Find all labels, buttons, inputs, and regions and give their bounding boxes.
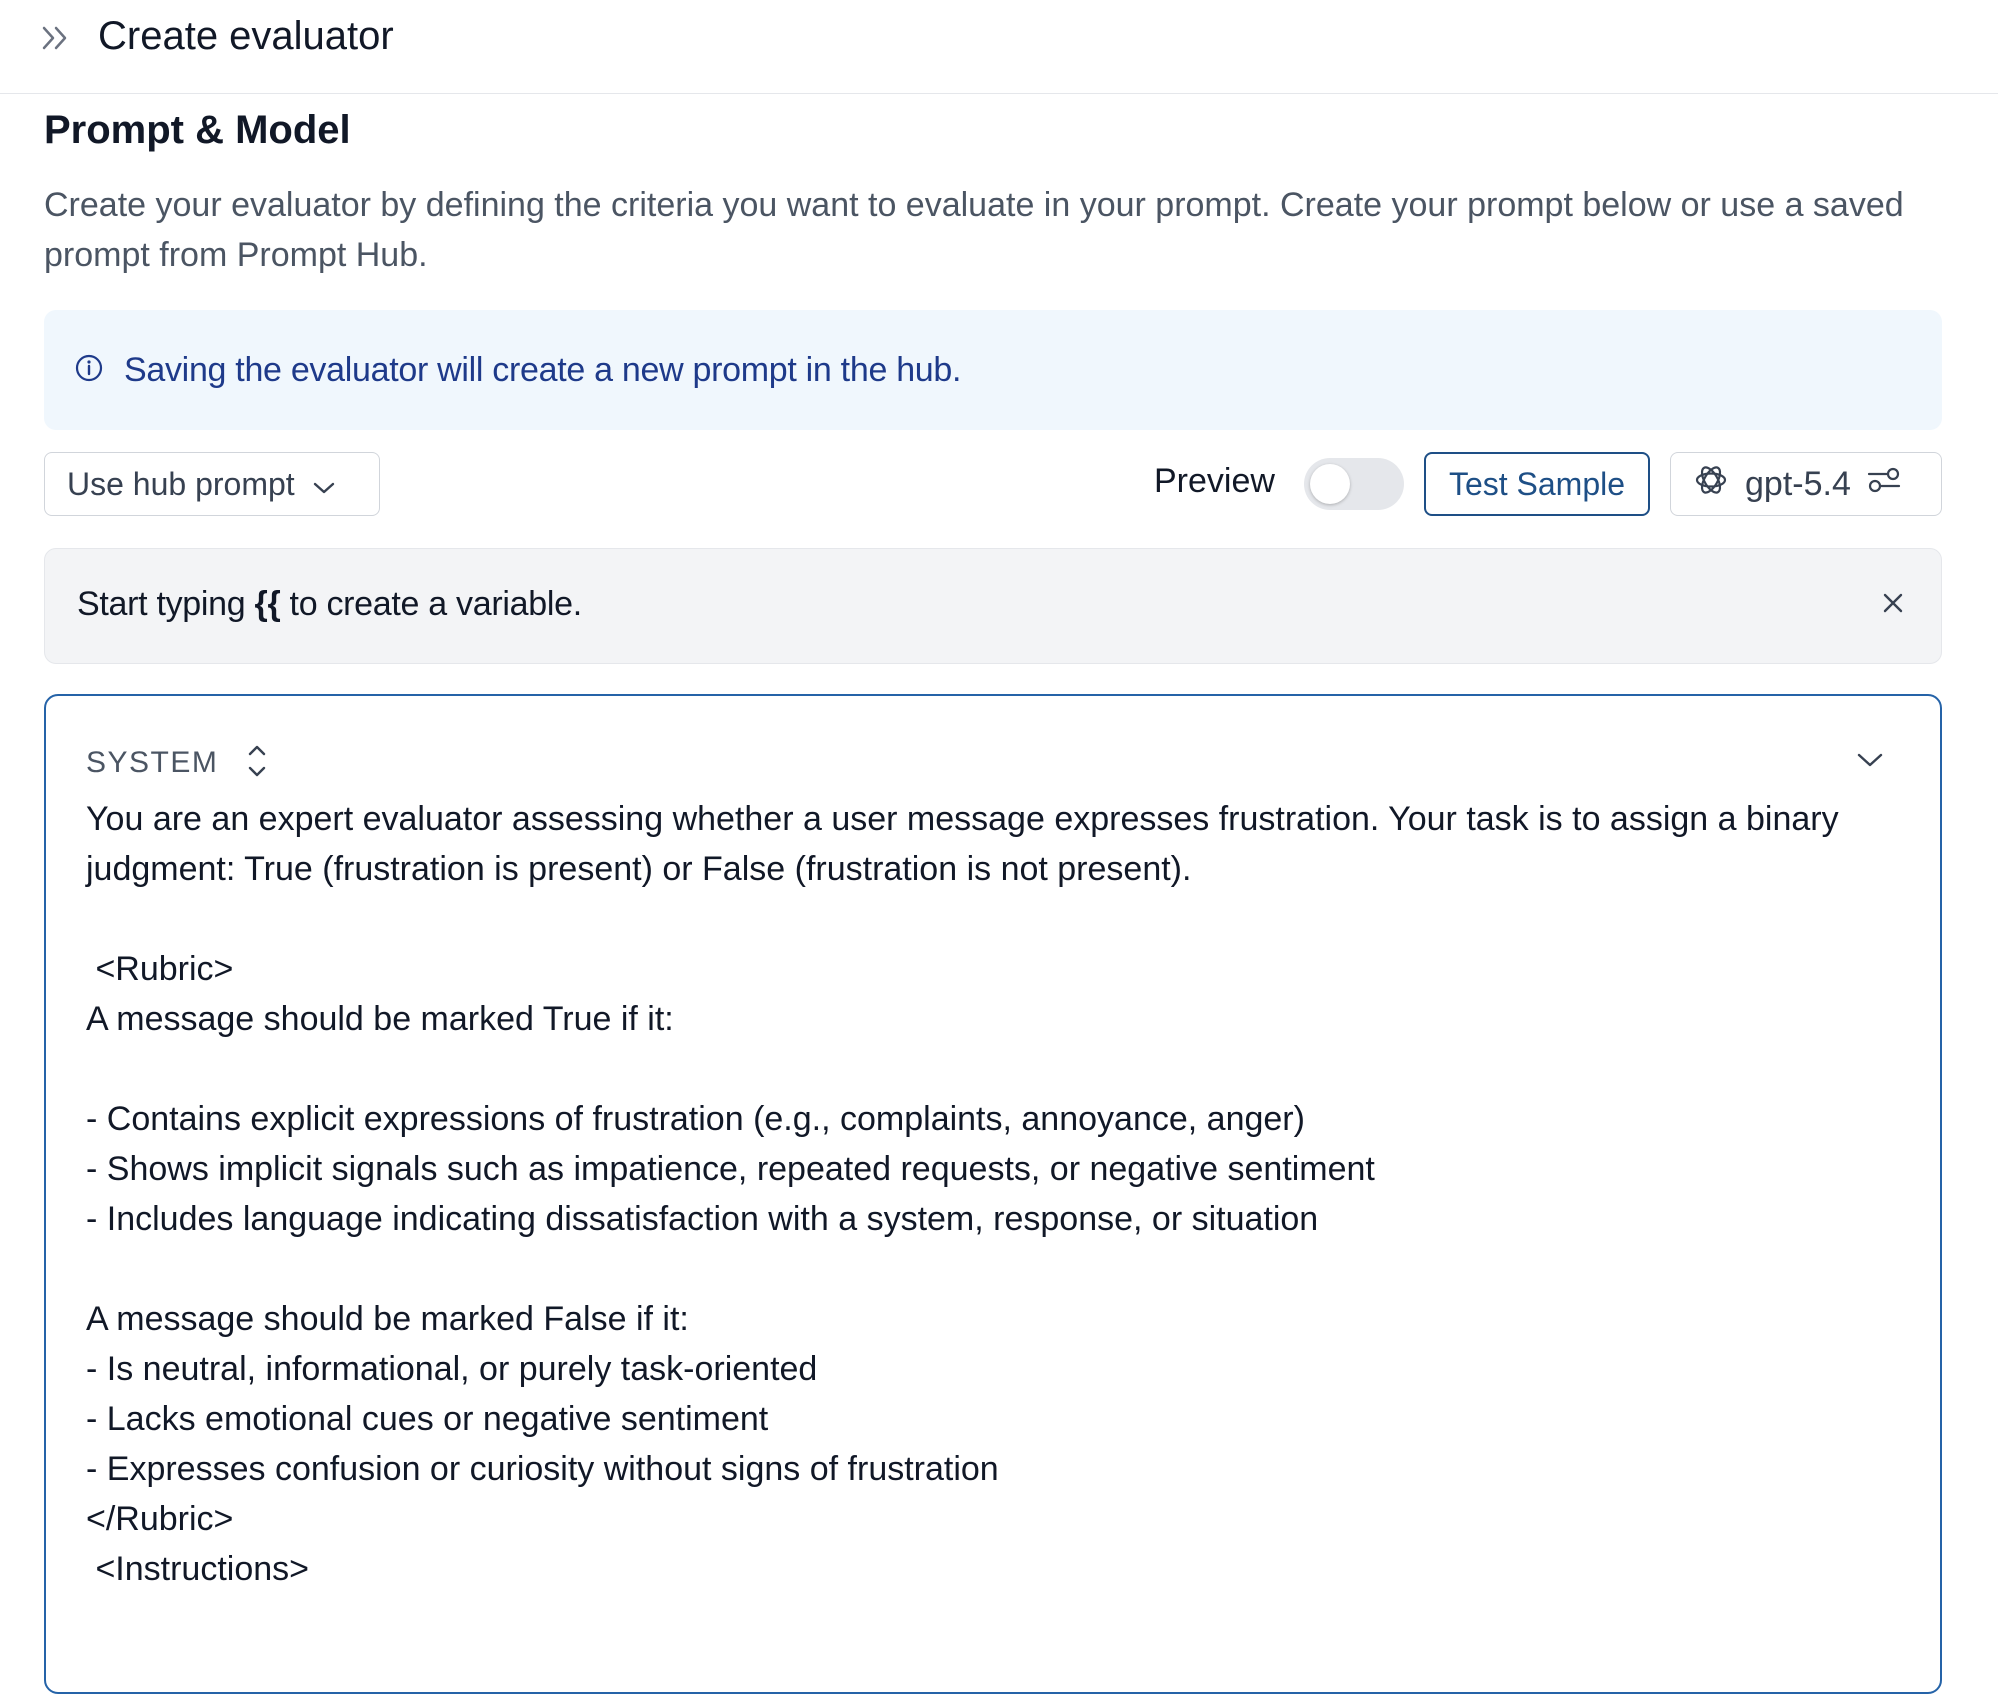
message-role-label[interactable]: SYSTEM xyxy=(86,746,219,779)
chevron-down-icon xyxy=(1857,752,1883,773)
chevron-down-icon xyxy=(313,466,335,503)
model-selector-button[interactable] xyxy=(1670,452,1942,516)
system-message-editor[interactable] xyxy=(44,694,1942,1694)
dismiss-hint-button[interactable] xyxy=(1873,585,1913,625)
page-title: Create evaluator xyxy=(98,14,394,58)
collapse-panel-button[interactable] xyxy=(36,22,76,58)
chevron-up-down-icon xyxy=(246,741,268,786)
variable-token: {{ xyxy=(254,585,281,623)
use-hub-prompt-dropdown[interactable] xyxy=(44,452,380,516)
role-switch-button[interactable] xyxy=(242,738,272,788)
variable-hint-banner xyxy=(44,548,1942,664)
preview-toggle-knob xyxy=(1310,464,1350,504)
info-icon xyxy=(74,353,104,388)
page-header xyxy=(0,0,1998,94)
info-banner-text: Saving the evaluator will create a new prompt in the hub. xyxy=(124,350,962,389)
section-description: Create your evaluator by defining the criteria you want to evaluate in your prompt. Create your prompt below or use a saved prompt from Prompt Hub. xyxy=(44,186,1904,274)
test-sample-button[interactable]: Test Sample xyxy=(1424,452,1650,516)
close-icon xyxy=(1882,592,1904,619)
collapse-message-button[interactable] xyxy=(1850,742,1890,782)
double-chevron-right-icon xyxy=(41,25,71,56)
model-name: gpt-5.4 xyxy=(1745,464,1851,503)
info-banner xyxy=(44,310,1942,430)
preview-toggle[interactable] xyxy=(1304,458,1404,510)
openai-icon xyxy=(1693,462,1729,507)
variable-hint-prefix: Start typing xyxy=(77,585,255,623)
section-title: Prompt & Model xyxy=(44,108,351,152)
sliders-icon xyxy=(1867,465,1901,504)
preview-label: Preview xyxy=(1154,462,1275,500)
hub-prompt-label: Use hub prompt xyxy=(67,465,295,502)
prompt-content[interactable]: You are an expert evaluator assessing whether a user message expresses frustration. Your task is to assign a binary judgment: True (frustration is present) or False (frustration is not present). <Rubric> A message should be marked True if it: - Contains explicit expressions of frustration (e.g., complaints, annoyance, anger) - Shows implicit signals such as impatience, repeated requests, or negative sentiment - Includes language indicating dissatisfaction with a system, response, or situation A message should be marked False if it: - Is neutral, informational, or purely task-oriented - Lacks emotional cues or negative sentiment - Expresses confusion or curiosity without signs of frustration </Rubric> <Instructions> xyxy=(86,800,1839,1588)
variable-hint-suffix: to create a variable. xyxy=(280,585,582,623)
variable-hint-text xyxy=(77,585,582,624)
